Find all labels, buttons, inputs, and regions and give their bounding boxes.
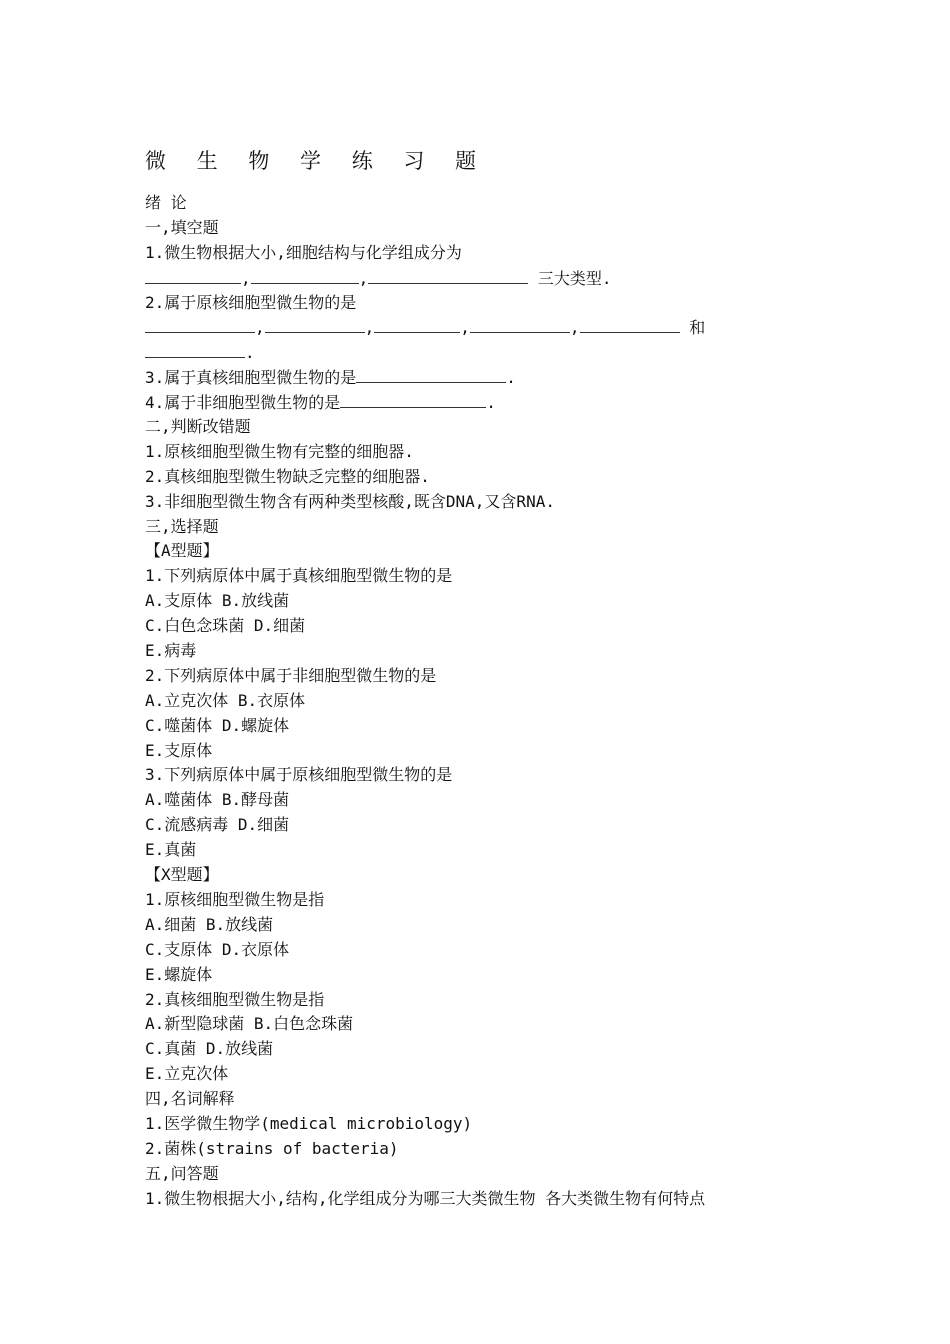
choice-options: C.真菌 D.放线菌 (145, 1039, 274, 1059)
x-type-heading: 【X型题】 (145, 865, 219, 885)
section-4-heading: 四,名词解释 (145, 1089, 235, 1109)
choice-question: 1.下列病原体中属于真核细胞型微生物的是 (145, 566, 453, 586)
answer-blank[interactable] (145, 266, 241, 284)
choice-options: C.流感病毒 D.细菌 (145, 815, 290, 835)
answer-blank[interactable] (580, 315, 680, 333)
answer-blank[interactable] (356, 365, 506, 383)
choice-options: E.支原体 (145, 740, 213, 760)
essay-question: 1.微生物根据大小,结构,化学组成分为哪三大类微生物 各大类微生物有何特点 (145, 1188, 706, 1208)
choice-options: A.新型隐球菌 B.白色念珠菌 (145, 1014, 354, 1034)
choice-options: E.立克次体 (145, 1064, 229, 1084)
answer-blank[interactable] (374, 315, 460, 333)
term-item: 1.医学微生物学(medical microbiology) (145, 1113, 473, 1133)
choice-question: 3.下列病原体中属于原核细胞型微生物的是 (145, 765, 453, 785)
judge-item: 2.真核细胞型微生物缺乏完整的细胞器. (145, 466, 430, 486)
fill-question-2-blanks-cont: . (145, 340, 845, 365)
choice-options: E.病毒 (145, 641, 197, 661)
section-5-heading: 五,问答题 (145, 1163, 219, 1183)
section-intro-heading: 绪 论 (145, 193, 187, 212)
choice-options: A.立克次体 B.衣原体 (145, 690, 306, 710)
choice-options: C.噬菌体 D.螺旋体 (145, 715, 290, 735)
choice-options: E.真菌 (145, 840, 197, 860)
term-item: 2.菌株(strains of bacteria) (145, 1138, 399, 1158)
a-type-heading: 【A型题】 (145, 541, 219, 561)
fill-question-2-blanks: , , , , 和 (145, 315, 845, 340)
answer-blank[interactable] (265, 315, 365, 333)
judge-item: 1.原核细胞型微生物有完整的细胞器. (145, 441, 414, 461)
choice-options: A.支原体 B.放线菌 (145, 591, 290, 611)
section-3-heading: 三,选择题 (145, 516, 219, 536)
choice-options: A.噬菌体 B.酵母菌 (145, 790, 290, 810)
answer-blank[interactable] (368, 266, 528, 284)
choice-question: 1.原核细胞型微生物是指 (145, 889, 325, 909)
choice-question: 2.下列病原体中属于非细胞型微生物的是 (145, 665, 437, 685)
section-2-heading: 二,判断改错题 (145, 417, 251, 437)
answer-blank[interactable] (145, 315, 255, 333)
fill-question-3: 3.属于真核细胞型微生物的是 . (145, 365, 845, 390)
choice-options: C.白色念珠菌 D.细菌 (145, 616, 306, 636)
answer-blank[interactable] (251, 266, 359, 284)
fill-question-1-blanks: , , 三大类型. (145, 266, 845, 291)
page-title: 微 生 物 学 练 习 题 (145, 149, 489, 173)
judge-item: 3.非细胞型微生物含有两种类型核酸,既含DNA,又含RNA. (145, 491, 555, 511)
section-1-heading: 一,填空题 (145, 217, 219, 237)
choice-question: 2.真核细胞型微生物是指 (145, 989, 325, 1009)
fill-question-2: 2.属于原核细胞型微生物的是 (145, 292, 357, 312)
choice-options: A.细菌 B.放线菌 (145, 914, 274, 934)
fill-question-4: 4.属于非细胞型微生物的是 . (145, 390, 845, 415)
answer-blank[interactable] (470, 315, 570, 333)
document-page (145, 145, 845, 1212)
fill-question-1: 1.微生物根据大小,细胞结构与化学组成分为 (145, 242, 462, 262)
choice-options: E.螺旋体 (145, 964, 213, 984)
answer-blank[interactable] (145, 340, 245, 358)
choice-options: C.支原体 D.衣原体 (145, 939, 290, 959)
answer-blank[interactable] (340, 390, 486, 408)
